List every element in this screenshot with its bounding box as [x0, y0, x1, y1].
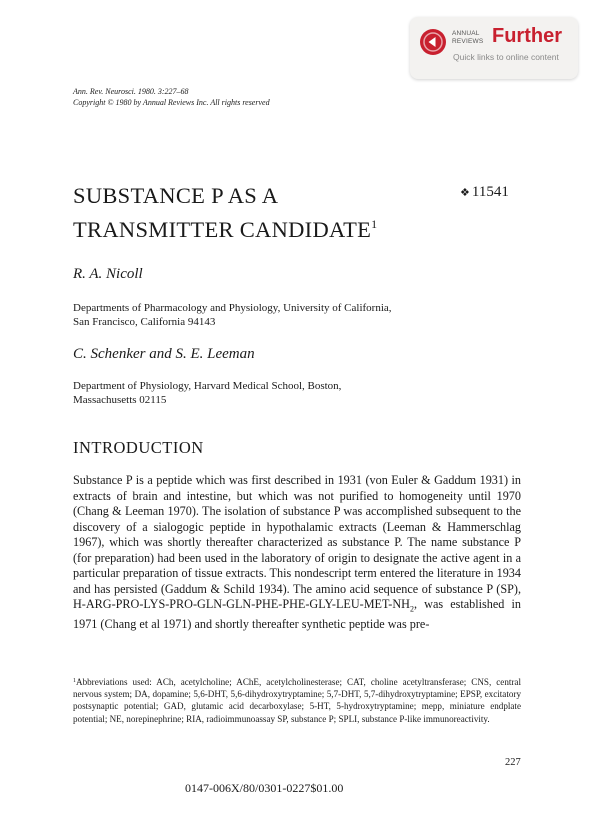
- copyright-notice: Copyright © 1980 by Annual Reviews Inc. All rights reserved: [73, 98, 270, 107]
- affiliation-line: Massachusetts 02115: [73, 394, 167, 406]
- page-number: 227: [505, 757, 521, 768]
- journal-citation: Ann. Rev. Neurosci. 1980. 3:227–68: [73, 87, 189, 96]
- title-line1: SUBSTANCE P AS A: [73, 183, 279, 208]
- play-arrow-icon: [420, 29, 446, 55]
- title-line2-text: TRANSMITTER CANDIDATE: [73, 217, 372, 242]
- footnote-text: Abbreviations used: ACh, acetylcholine; AChE, acetylcholinesterase; CAT, choline acetyltransferase; CNS, central nervous system; DA, dopamine; 5,6-DHT, 5,6-dihydroxytryptamine; 5,7-DHT, 5,7-dihydroxytryptamine; EPSP, excitatory postsynaptic potential; GAD, glutamic acid decarboxylase; 5-HT, 5-hydroxytryptamine; mepp, miniature endplate potential; NE, norepinephrine; RIA, radioimmunoassay SP, substance P; SPLI, substance P-like immunoreactivity.: [73, 677, 521, 724]
- body-subscript: 2: [409, 604, 414, 614]
- body-text-part2: , was established in 1971 (Chang et al 1971) and shortly thereafter synthetic peptide was pre-: [73, 597, 521, 631]
- affiliation-line: Department of Physiology, Harvard Medical School, Boston,: [73, 380, 342, 392]
- title-footnote-mark[interactable]: 1: [371, 217, 378, 231]
- author-secondary: C. Schenker and S. E. Leeman: [73, 346, 255, 362]
- annual-reviews-further-badge[interactable]: [410, 17, 578, 79]
- article-title: [73, 181, 453, 244]
- affiliation-secondary: [73, 379, 493, 407]
- badge-title: Further: [492, 25, 562, 47]
- affiliation-line: Departments of Pharmacology and Physiology, University of California,: [73, 302, 392, 314]
- affiliation-primary: [73, 301, 493, 329]
- footnote-mark: 1: [73, 678, 76, 684]
- badge-subtitle: Quick links to online content: [453, 52, 559, 62]
- author-primary: R. A. Nicoll: [73, 266, 143, 282]
- accession-number-text: 11541: [471, 184, 509, 200]
- badge-brand-line1: ANNUAL: [452, 30, 480, 37]
- badge-brand-line2: REVIEWS: [452, 37, 484, 45]
- body-paragraph: [73, 473, 521, 632]
- accession-number: [460, 184, 509, 201]
- issn-code: 0147-006X/80/0301-0227$01.00: [185, 781, 344, 795]
- footnote: [73, 675, 521, 725]
- title-line2: [73, 210, 453, 244]
- section-heading: INTRODUCTION: [73, 438, 204, 457]
- badge-brand: [452, 30, 490, 45]
- diamond-icon: ❖: [460, 187, 470, 199]
- journal-header: [73, 86, 270, 108]
- affiliation-line: San Francisco, California 94143: [73, 316, 216, 328]
- body-text-part1: Substance P is a peptide which was first described in 1931 (von Euler & Gaddum 1931) in extracts of brain and intestine, but which was not purified to homogeneity until 1970 (Chang & Leeman 1970). The isolation of substance P was accomplished subsequent to the discovery of a sialogogic peptide in hypothalamic extracts (Leeman & Hammerschlag 1967), which was shortly thereafter characterized as substance P. The name substance P (for preparation) had been used in the laboratory of origin to designate the active agent in a particular preparation of tissue extracts. This nondescript term entered the literature in 1934 and has persisted (Gaddum & Schild 1934). The amino acid sequence of substance P (SP), H-ARG-PRO-LYS-PRO-GLN-GLN-PHE-PHE-GLY-LEU-MET-NH: [73, 473, 521, 611]
